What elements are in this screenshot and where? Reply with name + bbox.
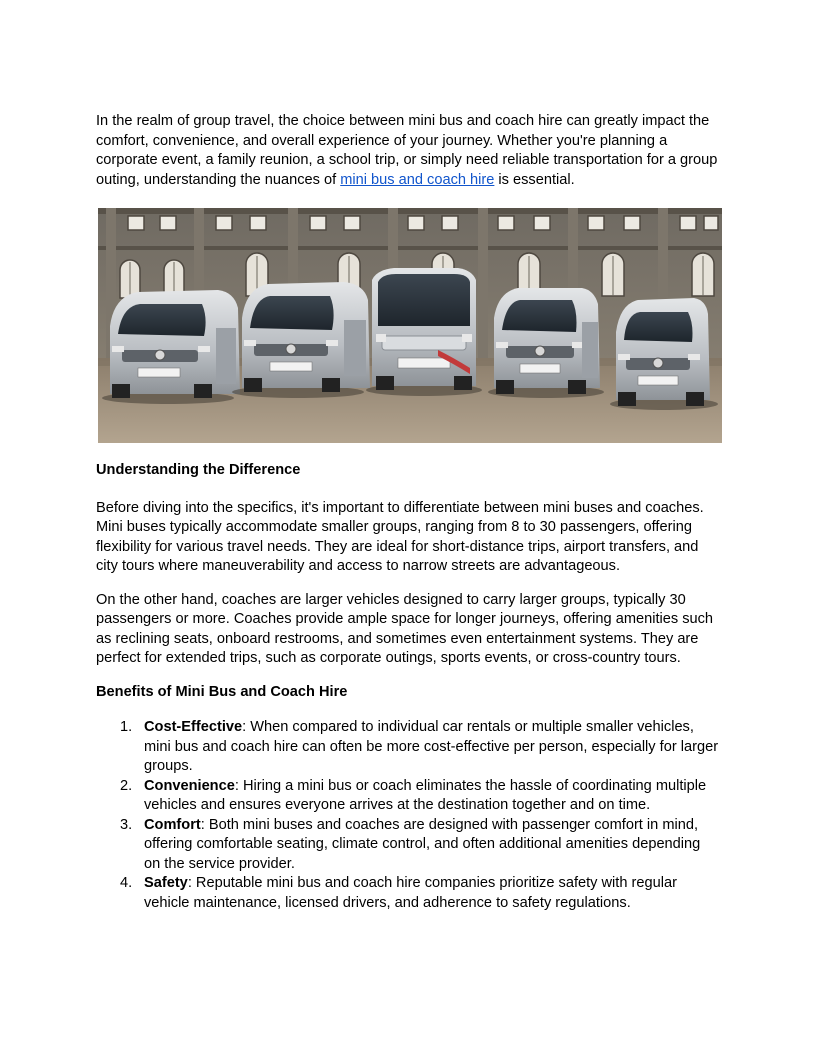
list-item — [96, 816, 720, 875]
minibus-fleet-image — [98, 208, 722, 443]
list-item-term: Convenience — [144, 777, 235, 794]
list-item-number: 3. — [120, 816, 133, 833]
list-item-term: Cost-Effective — [144, 719, 243, 735]
list-item-number: 1. — [120, 719, 133, 735]
list-item-text: : Reputable mini bus and coach hire companies prioritize safety with regular vehicle maintenance, licensed drivers, and adherence to safety regulations. — [144, 875, 677, 911]
section-heading-benefits: Benefits of Mini Bus and Coach Hire — [96, 683, 348, 700]
paragraph-coaches: On the other hand, coaches are larger vehicles designed to carry larger groups, typically 30 passengers or more. Coaches provide ample space for longer journeys, offering amenities such as reclining seats, onboard restrooms, and sometimes even entertainment systems. They are perfect for extended trips, such as corporate outings, sports events, or cross-country tours. — [96, 591, 714, 666]
list-item — [96, 874, 720, 913]
mini-bus-coach-hire-link[interactable]: mini bus and coach hire — [340, 171, 495, 188]
document-page — [96, 112, 720, 913]
coach — [366, 268, 482, 396]
section-heading-difference: Understanding the Difference — [96, 462, 301, 478]
list-item — [96, 777, 720, 816]
list-item-text: : Both mini buses and coaches are designed with passenger comfort in mind, offering comfortable seating, climate control, and often additional amenities depending on the service provider. — [144, 816, 701, 872]
minibus-3 — [488, 288, 604, 398]
benefits-list — [96, 718, 720, 913]
intro-paragraph — [96, 112, 720, 190]
paragraph-mini-buses: Before diving into the specifics, it's important to differentiate between mini buses and coaches. Mini buses typically accommodate smaller groups, ranging from 8 to 30 passengers, offering flexibility for various travel needs. They are ideal for short-distance trips, airport transfers, and city tours where maneuverability and access to narrow streets are advantageous. — [96, 499, 704, 574]
list-item-term: Safety — [144, 875, 188, 891]
list-item-term: Comfort — [144, 816, 201, 833]
minibus-4 — [610, 298, 718, 410]
list-item-text: : When compared to individual car rentals or multiple smaller vehicles, mini bus and coach hire can often be more cost-effective per person, especially for larger groups. — [144, 719, 719, 774]
minibus-1 — [102, 290, 240, 404]
list-item-text: : Hiring a mini bus or coach eliminates the hassle of coordinating multiple vehicles and ensures everyone arrives at the destination together and on time. — [144, 777, 707, 813]
list-item-number: 4. — [120, 875, 133, 891]
list-item-number: 2. — [120, 777, 133, 794]
intro-text-before-link: In the realm of group travel, the choice between mini bus and coach hire can greatly impact the comfort, convenience, and overall experience of your journey. Whether you're planning a corporate event, a family reunion, a school trip, or simply need reliable transportation for a group outing, understanding the nuances of — [96, 113, 718, 188]
list-item — [96, 718, 720, 777]
minibus-2 — [232, 282, 370, 398]
intro-text-after-link: is essential. — [494, 171, 575, 188]
